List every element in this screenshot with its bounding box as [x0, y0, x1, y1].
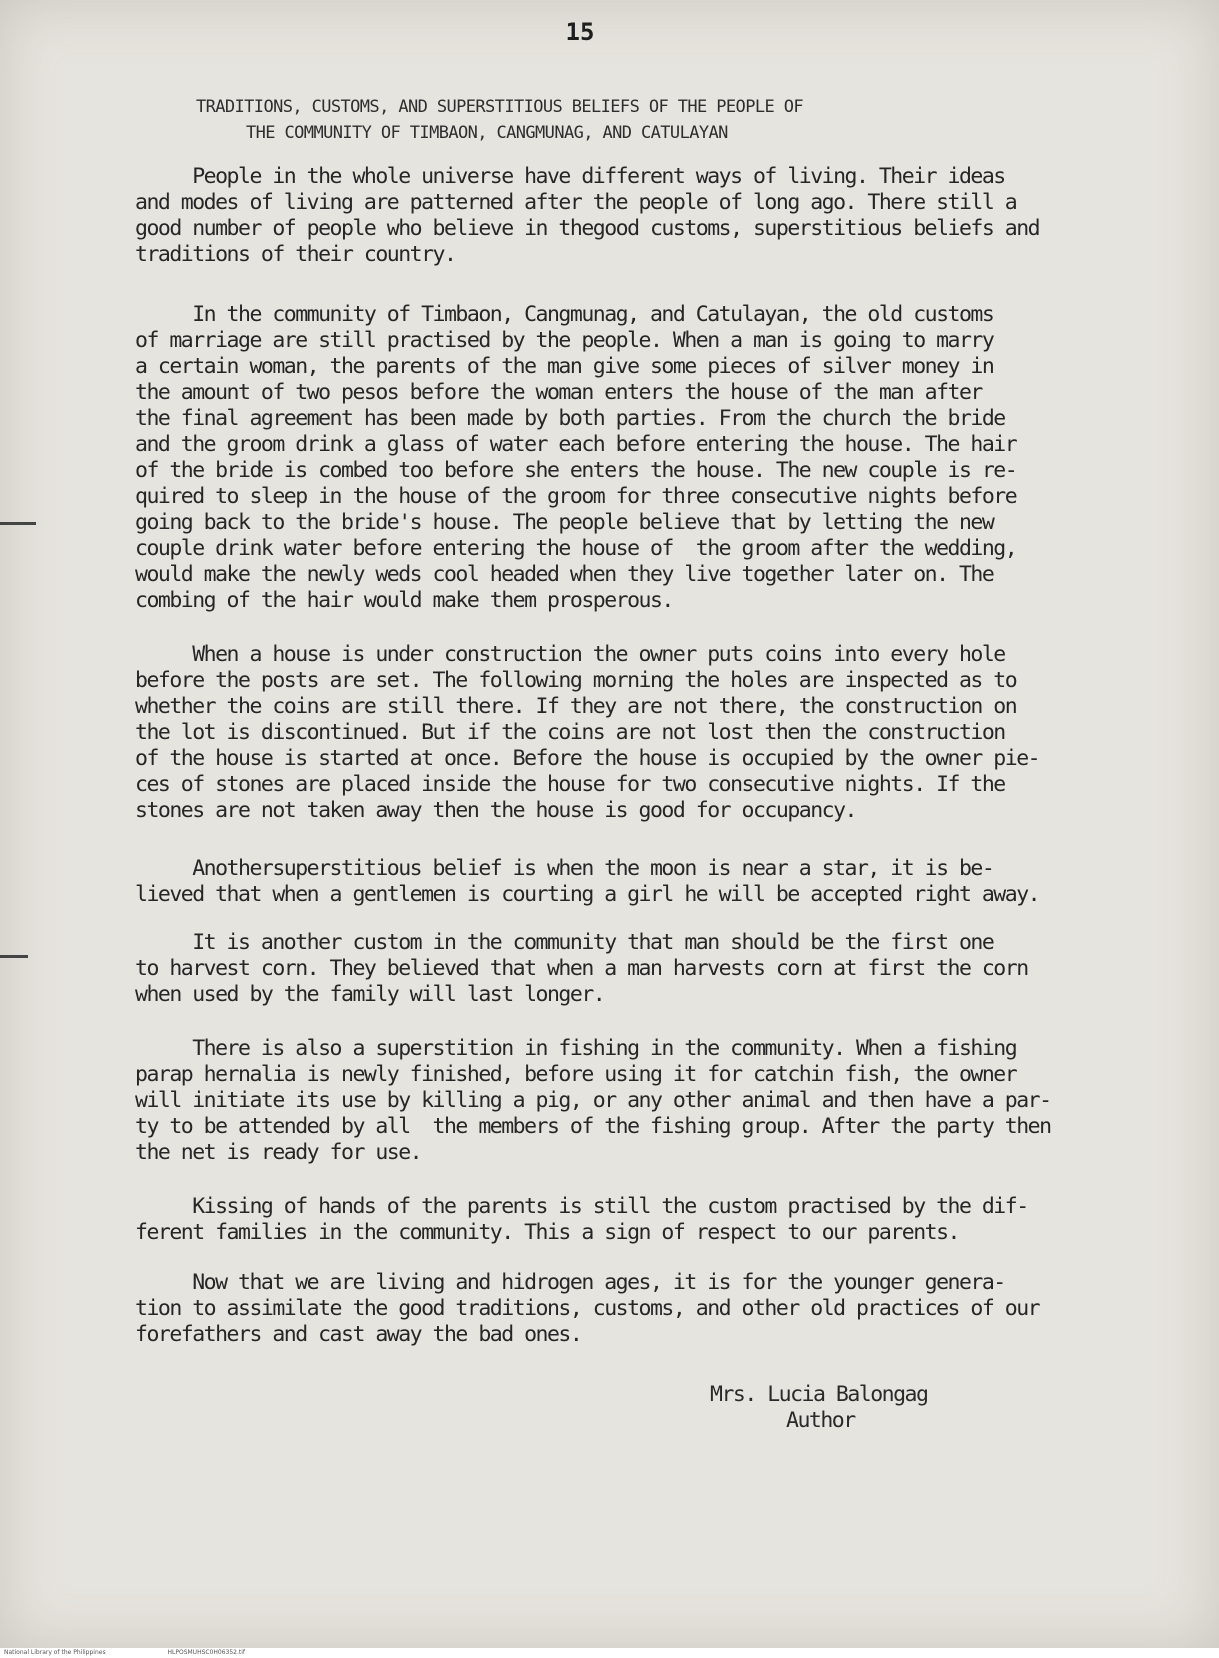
text-line: a certain woman, the parents of the man give some pieces of silver money in — [135, 354, 994, 379]
text-line: and the groom drink a glass of water each before entering the house. The hair — [135, 432, 1017, 457]
text-line: good number of people who believe in thegood customs, superstitious beliefs and — [135, 216, 1040, 241]
text-line: lieved that when a gentlemen is courting a girl he will be accepted right away. — [135, 882, 1040, 907]
text-line: and modes of living are patterned after the people of long ago. There still a — [135, 190, 1017, 215]
text-line: tion to assimilate the good traditions, customs, and other old practices of our — [135, 1296, 1040, 1321]
text-line: traditions of their country. — [135, 242, 456, 267]
text-line: It is another custom in the community that man should be the first one — [135, 930, 994, 955]
text-line: Anothersuperstitious belief is when the moon is near a star, it is be- — [135, 856, 994, 881]
file-id: HLPOSMUHSC0H06352.tif — [167, 1649, 246, 1656]
text-line: People in the whole universe have different ways of living. Their ideas — [135, 164, 1005, 189]
paragraph-5 — [135, 930, 1135, 1008]
text-line: Kissing of hands of the parents is still the custom practised by the dif- — [135, 1194, 1028, 1219]
text-line: when used by the family will last longer. — [135, 982, 605, 1007]
title-line-1: TRADITIONS, CUSTOMS, AND SUPERSTITIOUS BELIEFS OF THE PEOPLE OF — [196, 97, 803, 117]
text-line: of the house is started at once. Before the house is occupied by the owner pie- — [135, 746, 1040, 771]
text-line: ces of stones are placed inside the house for two consecutive nights. If the — [135, 772, 1005, 797]
text-line: would make the newly weds cool headed when they live together later on. The — [135, 562, 994, 587]
text-line: to harvest corn. They believed that when a man harvests corn at first the corn — [135, 956, 1028, 981]
signature-block — [710, 1382, 927, 1434]
document-title — [150, 94, 1070, 146]
margin-mark — [0, 522, 36, 525]
text-line: ty to be attended by all the members of the fishing group. After the party then — [135, 1114, 1051, 1139]
text-line: of the bride is combed too before she enters the house. The new couple is re- — [135, 458, 1017, 483]
text-line: the lot is discontinued. But if the coins are not lost then the construction — [135, 720, 1005, 745]
author-role: Author — [786, 1408, 855, 1433]
text-line: the net is ready for use. — [135, 1140, 422, 1165]
text-line: couple drink water before entering the house of the groom after the wedding, — [135, 536, 1017, 561]
paragraph-7 — [135, 1194, 1135, 1246]
text-line: going back to the bride's house. The people believe that by letting the new — [135, 510, 994, 535]
page-number: 15 — [565, 18, 595, 46]
text-line: whether the coins are still there. If they are not there, the construction on — [135, 694, 1017, 719]
library-credit: National Library of the Philippines — [4, 1649, 106, 1656]
text-line: combing of the hair would make them prosperous. — [135, 588, 673, 613]
paragraph-4 — [135, 856, 1135, 908]
paragraph-8 — [135, 1270, 1135, 1348]
text-line: of marriage are still practised by the people. When a man is going to marry — [135, 328, 994, 353]
text-line: In the community of Timbaon, Cangmunag, and Catulayan, the old customs — [135, 302, 994, 327]
text-line: stones are not taken away then the house is good for occupancy. — [135, 798, 856, 823]
text-line: before the posts are set. The following morning the holes are inspected as to — [135, 668, 1017, 693]
text-line: forefathers and cast away the bad ones. — [135, 1322, 582, 1347]
author-name: Mrs. Lucia Balongag — [710, 1382, 928, 1407]
paragraph-2 — [135, 302, 1135, 614]
text-line: will initiate its use by killing a pig, or any other animal and then have a par- — [135, 1088, 1051, 1113]
paragraph-1 — [135, 164, 1135, 268]
text-line: When a house is under construction the owner puts coins into every hole — [135, 642, 1005, 667]
text-line: ferent families in the community. This a sign of respect to our parents. — [135, 1220, 959, 1245]
paragraph-6 — [135, 1036, 1135, 1166]
scan-footer — [0, 1648, 1219, 1658]
text-line: parap hernalia is newly finished, before using it for catchin fish, the owner — [135, 1062, 1017, 1087]
text-line: the amount of two pesos before the woman enters the house of the man after — [135, 380, 982, 405]
text-line: Now that we are living and hidrogen ages, it is for the younger genera- — [135, 1270, 1005, 1295]
title-line-2: THE COMMUNITY OF TIMBAON, CANGMUNAG, AND CATULAYAN — [246, 123, 728, 143]
text-line: the final agreement has been made by both parties. From the church the bride — [135, 406, 1005, 431]
margin-mark — [0, 955, 28, 958]
text-line: quired to sleep in the house of the groom for three consecutive nights before — [135, 484, 1017, 509]
text-line: There is also a superstition in fishing in the community. When a fishing — [135, 1036, 1017, 1061]
paragraph-3 — [135, 642, 1135, 824]
